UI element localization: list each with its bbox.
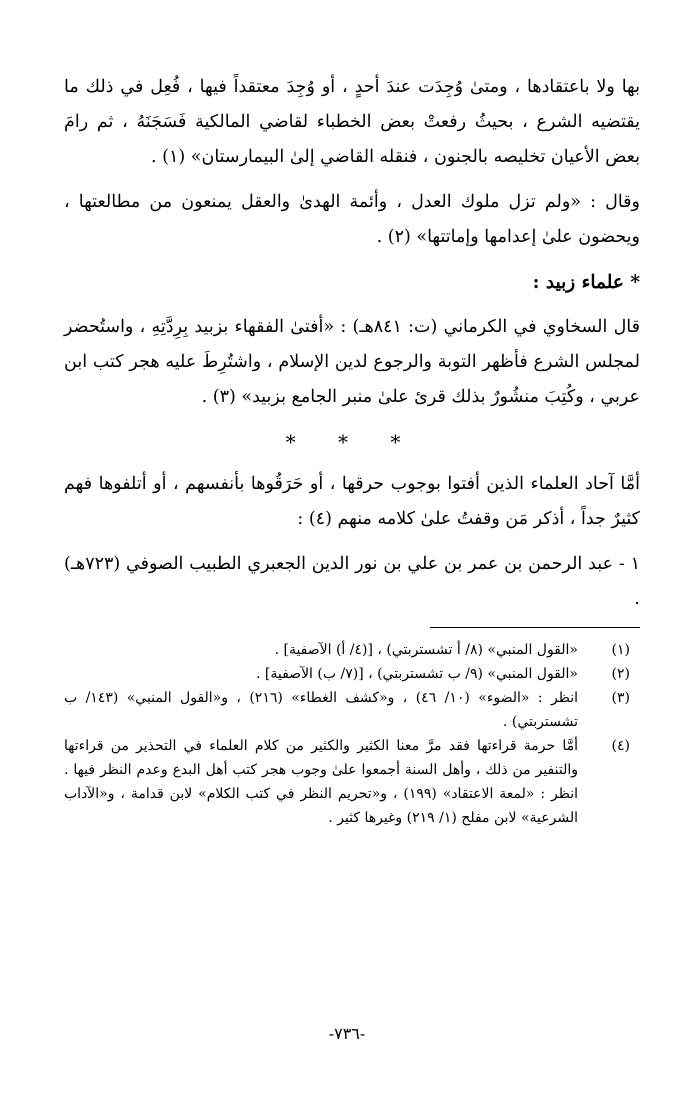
paragraph-4: أمَّا آحاد العلماء الذين أفتوا بوجوب حرقها ، أو حَرَقُوها بأنفسهم ، أو أتلفوها فهم كثيرٌ جداً ، أذكر مَن وقفتُ علىٰ كلامه منهم (٤) : — [64, 474, 640, 529]
paragraph-2: وقال : «ولم تزل ملوك العدل ، وأئمة الهدىٰ والعقل يمنعون من مطالعتها ، ويحضون علىٰ إعدامها وإماتتها» (٢) . — [64, 192, 640, 247]
footnote-number: (٢) — [611, 666, 630, 682]
footnote-text: أمَّا حرمة قراءتها فقد مرَّ معنا الكثير والكثير من كلام العلماء في التحذير من قراءتها والتنفير من ذلك ، وأهل السنة أجمعوا علىٰ وجوب هجر كتب أهل البدع وعدم النظر فيها . انظر : «لمعة الاعتقاد» (١٩٩) ، و«تحريم النظر في كتب الكلام» لابن قدامة ، و«الآداب الشرعية» لابن مفلح (١/ ٢١٩) وغيرها كثير . — [64, 738, 578, 826]
footnote-3 — [64, 686, 640, 734]
footnote-number: (٣) — [611, 690, 630, 706]
footnote-4 — [64, 734, 640, 830]
footnote-divider — [430, 627, 640, 628]
footnote-text: «القول المنبي» (٩/ ب تشستربتي) ، [(٧/ ب) الآصفية] . — [256, 666, 578, 682]
section-separator: * * * — [285, 430, 419, 454]
paragraph-3: قال السخاوي في الكرماني (ت: ٨٤١هـ) : «أفتىٰ الفقهاء بزبيد بِرِدَّتِهِ ، واستُحضر لمجلس الشرع فأظهر التوبة والرجوع لدين الإسلام ، واشتُرِطَ عليه هجر كتب ابن عربي ، وكُتِبَ منشُورٌ بذلك قرئ علىٰ منبر الجامع بزبيد» (٣) . — [64, 317, 640, 407]
footnote-text: انظر : «الضوء» (١٠/ ٤٦) ، و«كشف الغطاء» (٢١٦) ، و«القول المنبي» (١٤٣/ ب تشستربتي) . — [64, 690, 578, 730]
section-heading: * علماء زبيد : — [532, 272, 640, 293]
list-item-1: ١ - عبد الرحمن بن عمر بن علي بن نور الدين الجعبري الطبيب الصوفي (٧٢٣هـ) . — [64, 554, 640, 609]
footnote-text: «القول المنبي» (٨/ أ تشستربتي) ، [(٤/ أ) الآصفية] . — [274, 642, 578, 658]
page-number: -٧٣٦- — [328, 1024, 366, 1043]
footnote-1 — [64, 638, 640, 662]
footnote-2 — [64, 662, 640, 686]
footnote-number: (٤) — [611, 738, 630, 754]
paragraph-1: بها ولا باعتقادها ، ومتىٰ وُجِدَت عندَ أحدٍ ، أو وُجِدَ معتقداً فيها ، فُعِل في ذلك ما يقتضيه الشرع ، بحيثُ رفعتْ بعض الخطباء لقاضي المالكية فَسَجَنَهُ ، ثم رامَ بعض الأعيان تخليصه بالجنون ، فنقله القاضي إلىٰ البيمارستان» (١) . — [64, 77, 640, 167]
footnote-number: (١) — [611, 642, 630, 658]
book-page — [64, 70, 640, 830]
